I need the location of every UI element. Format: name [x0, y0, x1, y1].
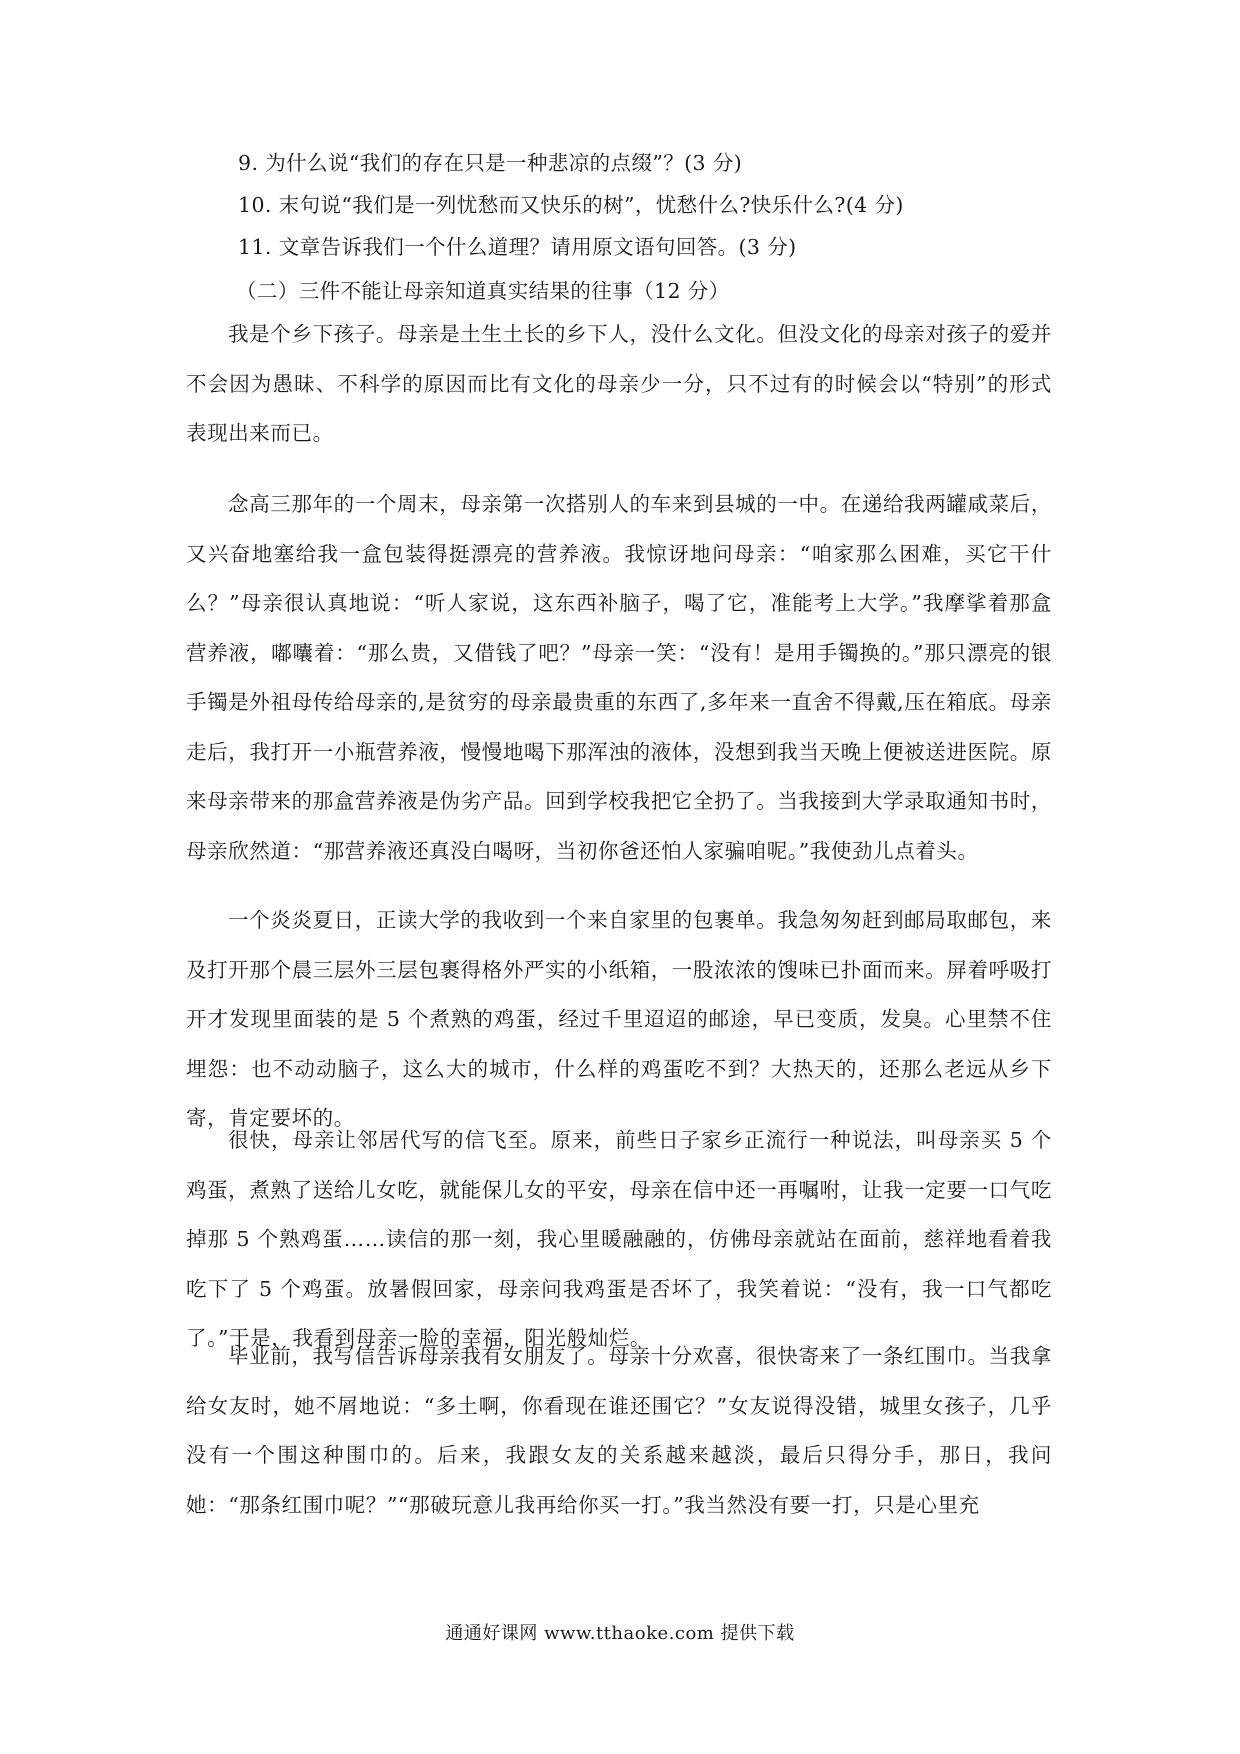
- paragraph-2: 念高三那年的一个周末，母亲第一次搭别人的车来到县城的一中。在递给我两罐咸菜后，又兴奋地塞给我一盒包装得挺漂亮的营养液。我惊讶地问母亲：“咱家那么困难，买它干什么？”母亲很认真地说：“听人家说，这东西补脑子，喝了它，准能考上大学。”我摩挲着那盒营养液，嘟囔着：“那么贵，又借钱了吧？”母亲一笑：“没有！是用手镯换的。”那只漂亮的银手镯是外祖母传给母亲的,是贫穷的母亲最贵重的东西了,多年来一直舍不得戴,压在箱底。母亲走后，我打开一小瓶营养液，慢慢地喝下那浑浊的液体，没想到我当天晚上便被送进医院。原来母亲带来的那盒营养液是伪劣产品。回到学校我把它全扔了。当我接到大学录取通知书时，母亲欣然道：“那营养液还真没白喝呀，当初你爸还怕人家骗咱呢。”我使劲儿点着头。: [186, 492, 1052, 863]
- question-10: 10. 末句说“我们是一列忧愁而又快乐的树”，忧愁什么?快乐什么?(4 分): [238, 193, 904, 217]
- paragraph-5: 毕业前，我写信告诉母亲我有女朋友了。母亲十分欢喜，很快寄来了一条红围巾。当我拿给女友时，她不屑地说：“多土啊，你看现在谁还围它？”女友说得没错，城里女孩子，几乎没有一个围这种围巾的。后来，我跟女友的关系越来越淡，最后只得分手，那日，我问她：“那条红围巾呢？”“那破玩意儿我再给你买一打。”我当然没有要一打，只是心里充: [186, 1344, 1052, 1517]
- question-9: 9. 为什么说“我们的存在只是一种悲凉的点缀”？(3 分): [238, 151, 743, 175]
- footer-credit: 通通好课网 www.tthaoke.com 提供下载: [445, 1623, 795, 1644]
- question-11: 11. 文章告诉我们一个什么道理？请用原文语句回答。(3 分): [238, 235, 797, 259]
- paragraph-1: 我是个乡下孩子。母亲是土生土长的乡下人，没什么文化。但没文化的母亲对孩子的爱并不会因为愚昧、不科学的原因而比有文化的母亲少一分，只不过有的时候会以“特别”的形式表现出来而已。: [186, 322, 1052, 445]
- paragraph-3: 一个炎炎夏日，正读大学的我收到一个来自家里的包裹单。我急匆匆赶到邮局取邮包，来及打开那个晨三层外三层包裹得格外严实的小纸箱，一股浓浓的馊味已扑面而来。屏着呼吸打开才发现里面装的是 5 个煮熟的鸡蛋，经过千里迢迢的邮途，早已变质，发臭。心里禁不住埋怨：也不动动脑子，这么大的城市，什么样的鸡蛋吃不到？大热天的，还那么老远从乡下寄，肯定要坏的。: [186, 908, 1052, 1130]
- section-title: （二）三件不能让母亲知道真实结果的往事（12 分）: [236, 279, 730, 303]
- paragraph-4: 很快，母亲让邻居代写的信飞至。原来，前些日子家乡正流行一种说法，叫母亲买 5 个鸡蛋，煮熟了送给儿女吃，就能保儿女的平安，母亲在信中还一再嘱咐，让我一定要一口气吃掉那 5 个熟鸡蛋……读信的那一刻，我心里暖融融的，仿佛母亲就站在面前，慈祥地看着我吃下了 5 个鸡蛋。放暑假回家，母亲问我鸡蛋是否坏了，我笑着说：“没有，我一口气都吃了。”于是，我看到母亲一脸的幸福，阳光般灿烂。: [186, 1128, 1052, 1350]
